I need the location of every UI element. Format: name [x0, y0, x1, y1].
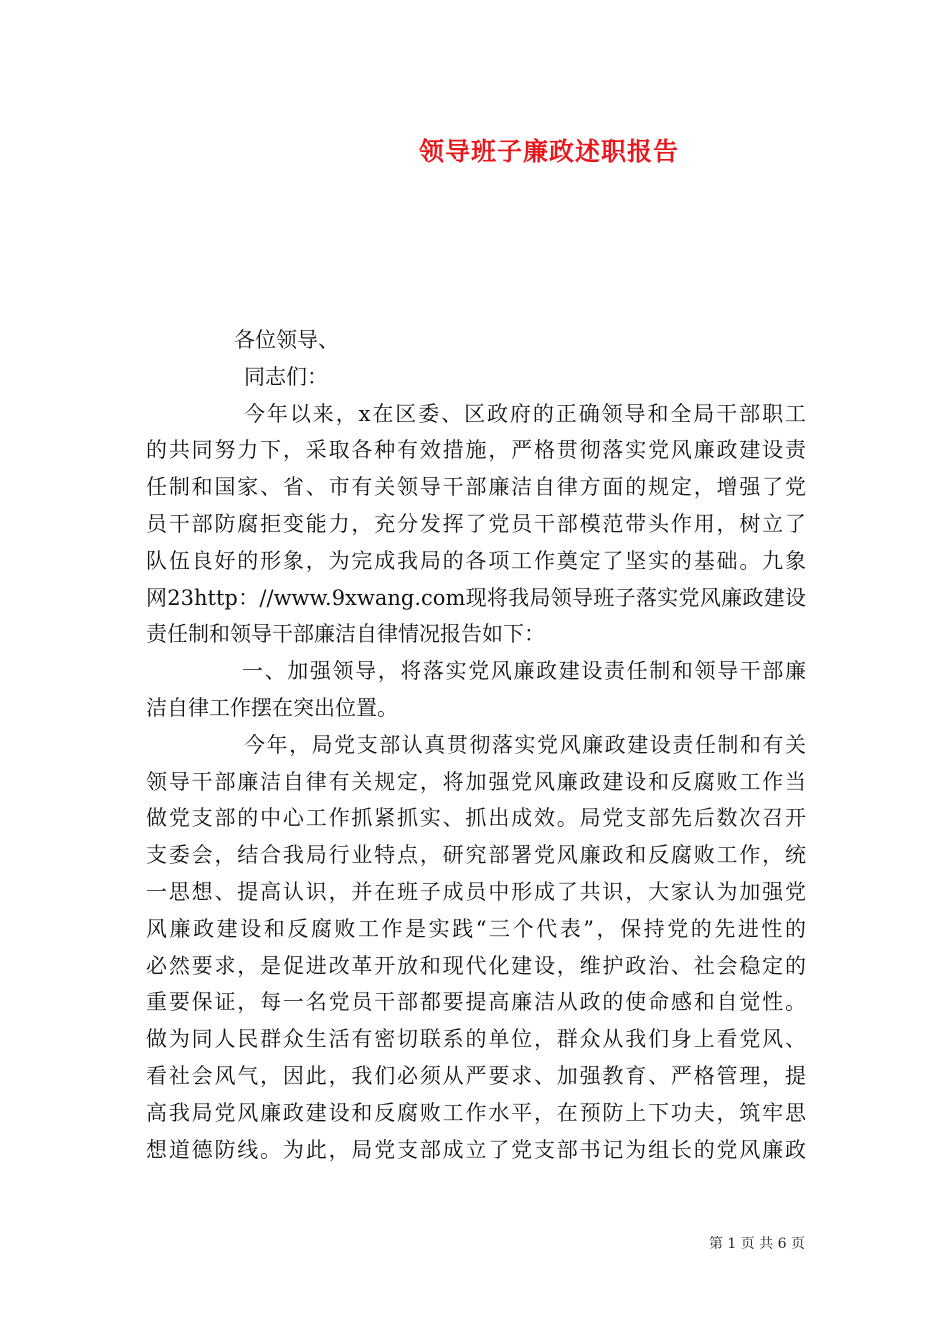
- paragraph-line: 必然要求，是促进改革开放和现代化建设，维护政治、社会稳定的: [146, 953, 806, 978]
- salutation-line: 各位领导、: [234, 328, 339, 352]
- paragraph-line: 看社会风气，因此，我们必须从严要求、加强教育、严格管理，提: [146, 1063, 806, 1088]
- paragraph-line: 支委会，结合我局行业特点，研究部署党风廉政和反腐败工作，统: [146, 843, 806, 868]
- paragraph-line: 今年以来，x在区委、区政府的正确领导和全局干部职工: [244, 401, 806, 426]
- paragraph-line: 高我局党风廉政建设和反腐败工作水平，在预防上下功夫，筑牢思: [146, 1100, 806, 1125]
- paragraph-line: 网23http：//www.9xwang.com现将我局领导班子落实党风廉政建设: [146, 585, 806, 610]
- paragraph-line: 员干部防腐拒变能力，充分发挥了党员干部模范带头作用，树立了: [146, 511, 806, 536]
- salutation-line: 同志们：: [244, 364, 328, 389]
- paragraph-line: 风廉政建设和反腐败工作是实践“三个代表”，保持党的先进性的: [146, 916, 806, 941]
- paragraph-line: 一思想、提高认识，并在班子成员中形成了共识，大家认为加强党: [146, 879, 806, 904]
- paragraph-line: 今年，局党支部认真贯彻落实党风廉政建设责任制和有关: [244, 732, 806, 757]
- paragraph-line: 任制和国家、省、市有关领导干部廉洁自律方面的规定，增强了党: [146, 475, 806, 500]
- paragraph-line: 做党支部的中心工作抓紧抓实、抓出成效。局党支部先后数次召开: [146, 806, 806, 831]
- page-footer: 第 1 页 共 6 页: [708, 1236, 805, 1252]
- paragraph-line: 重要保证，每一名党员干部都要提高廉洁从政的使命感和自觉性。: [146, 990, 806, 1015]
- paragraph-line: 领导干部廉洁自律有关规定，将加强党风廉政建设和反腐败工作当: [146, 769, 806, 794]
- section-heading-line: 一、加强领导，将落实党风廉政建设责任制和领导干部廉: [242, 659, 806, 684]
- paragraph-line: 想道德防线。为此，局党支部成立了党支部书记为组长的党风廉政: [146, 1137, 806, 1162]
- document-title: 领导班子廉政述职报告: [418, 137, 679, 166]
- document-body: [146, 322, 806, 1168]
- section-heading-line: 洁自律工作摆在突出位置。: [146, 695, 398, 720]
- paragraph-line: 做为同人民群众生活有密切联系的单位，群众从我们身上看党风、: [146, 1027, 806, 1052]
- paragraph-line: 队伍良好的形象，为完成我局的各项工作奠定了坚实的基础。九象: [146, 548, 806, 573]
- paragraph-line: 责任制和领导干部廉洁自律情况报告如下：: [146, 622, 545, 647]
- paragraph-line: 的共同努力下，采取各种有效措施，严格贯彻落实党风廉政建设责: [146, 438, 806, 463]
